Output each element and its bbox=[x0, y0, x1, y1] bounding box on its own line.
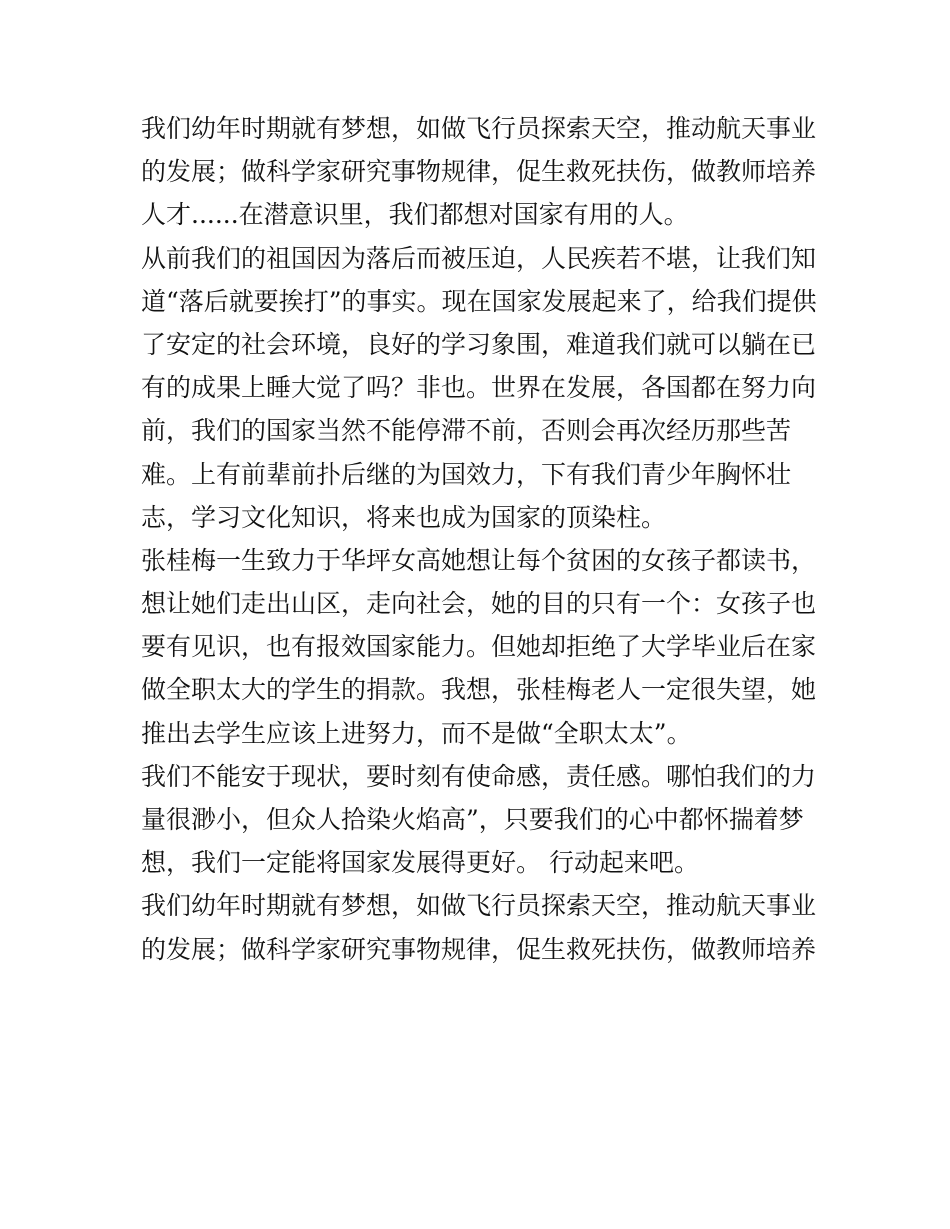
text-line: 的发展；做科学家研究事物规律，促生救死扶伤，做教师培养 bbox=[141, 157, 817, 187]
text-line: 了安定的社会环境，良好的学习象围，难道我们就可以躺在已 bbox=[141, 329, 817, 359]
document-body bbox=[141, 107, 821, 971]
text-line: 想，我们一定能将国家发展得更好。 行动起来吧。 bbox=[141, 848, 699, 878]
text-line: 的发展；做科学家研究事物规律，促生救死扶伤，做教师培养 bbox=[141, 934, 817, 964]
text-line: 做全职太大的学生的捐款。我想，张桂梅老人一定很失望，她 bbox=[141, 675, 817, 705]
text-line: 我们不能安于现状，要时刻有使命感，责任感。哪怕我们的力 bbox=[141, 761, 817, 791]
text-line: 推出去学生应该上进努力，而不是做“全职太太”。 bbox=[141, 718, 692, 748]
text-line: 有的成果上睡大觉了吗？非也。世界在发展，各国都在努力向 bbox=[141, 373, 817, 403]
text-line: 量很渺小，但众人拾染火焰高”，只要我们的心中都怀揣着梦 bbox=[141, 805, 804, 834]
text-line: 我们幼年时期就有梦想，如做飞行员探索天空，推动航天事业 bbox=[141, 114, 817, 143]
text-line: 想让她们走出山区，走向社会，她的目的只有一个：女孩子也 bbox=[141, 589, 817, 619]
text-line: 我们幼年时期就有梦想，如做飞行员探索天空，推动航天事业 bbox=[141, 891, 817, 921]
text-line: 要有见识，也有报效国家能力。但她却拒绝了大学毕业后在家 bbox=[141, 632, 817, 662]
text-line: 张桂梅一生致力于华坪女高她想让每个贫困的女孩子都读书， bbox=[141, 545, 817, 575]
text-line: 前，我们的国家当然不能停滞不前，否则会再次经历那些苦 bbox=[141, 416, 792, 446]
text-line: 志，学习文化知识，将来也成为国家的顶染柱。 bbox=[141, 502, 667, 532]
text-line: 难。上有前辈前扑后继的为国效力，下有我们青少年胸怀壮 bbox=[141, 459, 792, 489]
text-line: 道“落后就要挨打”的事实。现在国家发展起来了，给我们提供 bbox=[141, 286, 817, 316]
text-line: 人才......在潜意识里，我们都想对国家有用的人。 bbox=[141, 200, 689, 230]
text-line: 从前我们的祖国因为落后而被压迫，人民疾若不堪，让我们知 bbox=[141, 243, 817, 273]
